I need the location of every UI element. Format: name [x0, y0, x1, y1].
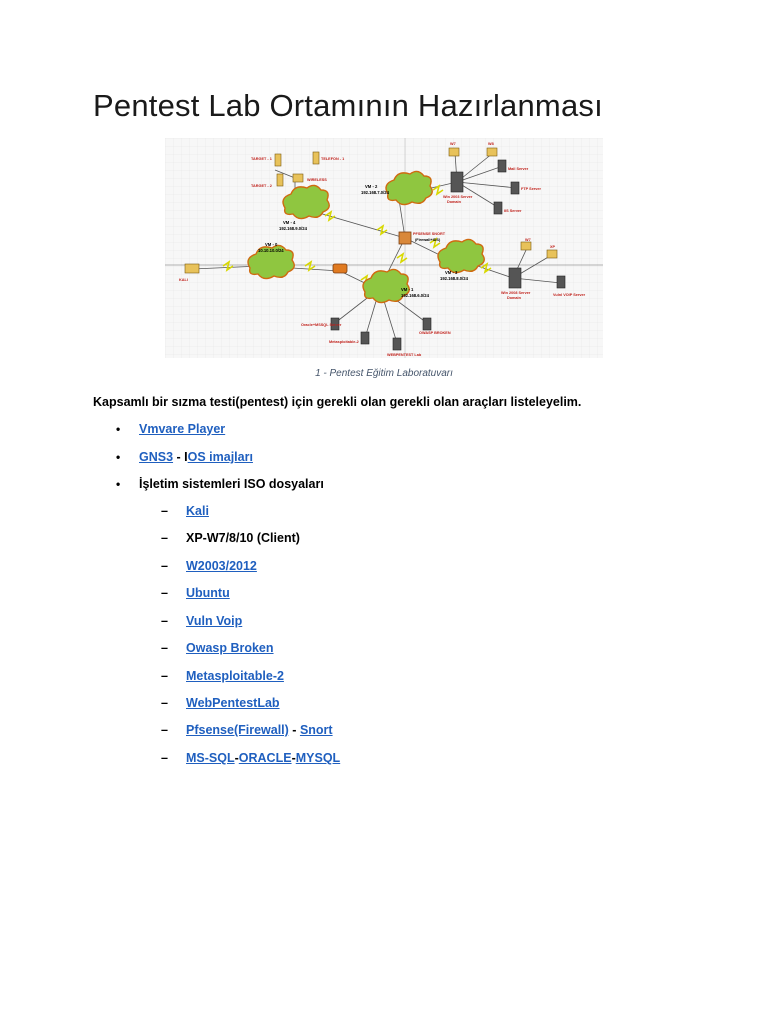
svg-text:Metasploitable-2: Metasploitable-2	[329, 340, 359, 344]
svg-text:192.168.9.0/24: 192.168.9.0/24	[279, 226, 307, 231]
svg-text:WEBPENTEST Lab: WEBPENTEST Lab	[387, 353, 422, 357]
svg-text:VM - 2: VM - 2	[365, 184, 378, 189]
dash-marker: –	[161, 669, 168, 683]
separator: -	[288, 723, 300, 737]
svg-text:10.10.10.0/24: 10.10.10.0/24	[258, 248, 284, 253]
link-vuln-voip[interactable]: Vuln Voip	[186, 614, 243, 628]
intro-paragraph: Kapsamlı bir sızma testi(pentest) için gerekli olan gerekli olan araçları listeleyelim.	[93, 395, 582, 409]
svg-text:TARGET - 1: TARGET - 1	[251, 157, 272, 161]
link-ubuntu[interactable]: Ubuntu	[186, 586, 230, 600]
network-diagram	[165, 138, 603, 358]
svg-text:Win 2008 Server: Win 2008 Server	[501, 291, 531, 295]
svg-text:Vulnl VOIP Server: Vulnl VOIP Server	[553, 293, 586, 297]
svg-text:192.168.7.0/24: 192.168.7.0/24	[361, 190, 389, 195]
svg-text:Win 2003 Server: Win 2003 Server	[443, 195, 473, 199]
dash-marker: –	[161, 751, 168, 765]
link-owasp-broken[interactable]: Owasp Broken	[186, 641, 274, 655]
svg-text:W7: W7	[450, 142, 456, 146]
separator: -	[291, 751, 296, 765]
dash-marker: –	[161, 723, 168, 737]
separator: -	[234, 751, 239, 765]
svg-text:IIS Server: IIS Server	[504, 209, 522, 213]
link-webpentestlab[interactable]: WebPentestLab	[186, 696, 280, 710]
svg-text:VM - 3: VM - 3	[445, 270, 458, 275]
link-snort[interactable]: Snort	[299, 723, 333, 737]
svg-text:WIRELESS: WIRELESS	[307, 178, 327, 182]
link-vmware-player[interactable]: Vmvare Player	[139, 422, 226, 436]
bullet-marker: •	[116, 422, 121, 436]
dash-marker: –	[161, 696, 168, 710]
svg-text:192.168.6.0/24: 192.168.6.0/24	[401, 293, 429, 298]
dash-marker: –	[161, 559, 168, 573]
link-w2003-2012[interactable]: W2003/2012	[186, 559, 257, 573]
svg-text:Domain: Domain	[507, 296, 521, 300]
svg-text:KALI: KALI	[179, 278, 188, 282]
svg-text:TARGET - 2: TARGET - 2	[251, 184, 272, 188]
dash-marker: –	[161, 531, 168, 545]
figure-caption: 1 - Pentest Eğitim Laboratuvarı	[315, 368, 453, 379]
svg-text:Oracle+MSSQL Server: Oracle+MSSQL Server	[301, 323, 342, 327]
link-gns3[interactable]: GNS3	[139, 450, 174, 464]
dash-marker: –	[161, 614, 168, 628]
link-ios-images[interactable]: OS imajları	[187, 450, 253, 464]
svg-text:W8: W8	[488, 142, 494, 146]
dash-marker: –	[161, 586, 168, 600]
link-mssql[interactable]: MS-SQL	[186, 751, 235, 765]
xp-client-label: XP-W7/8/10 (Client)	[186, 531, 300, 545]
dash-marker: –	[161, 641, 168, 655]
svg-text:TELEFON - 1: TELEFON - 1	[321, 157, 345, 161]
link-mysql[interactable]: MYSQL	[295, 751, 341, 765]
svg-text:VM - 1: VM - 1	[401, 287, 414, 292]
page-title: Pentest Lab Ortamının Hazırlanması	[93, 88, 603, 123]
svg-text:VM - 0: VM - 0	[265, 242, 278, 247]
svg-text:FTP Server: FTP Server	[521, 187, 541, 191]
svg-text:Domain: Domain	[447, 200, 461, 204]
link-kali[interactable]: Kali	[186, 504, 209, 518]
link-pfsense[interactable]: Pfsense(Firewall)	[186, 723, 289, 737]
svg-text:W7: W7	[525, 238, 531, 242]
os-iso-label: İşletim sistemleri ISO dosyaları	[139, 477, 324, 491]
svg-text:(Firewall+IDS): (Firewall+IDS)	[415, 238, 441, 242]
svg-text:OWASP BROKEN: OWASP BROKEN	[419, 331, 451, 335]
svg-text:PFSENSE SNORT: PFSENSE SNORT	[413, 232, 446, 236]
svg-text:192.168.8.0/24: 192.168.8.0/24	[440, 276, 468, 281]
bullet-marker: •	[116, 477, 121, 491]
dash-marker: –	[161, 504, 168, 518]
bullet-marker: •	[116, 450, 121, 464]
svg-text:XP: XP	[550, 245, 556, 249]
separator: - I	[173, 450, 188, 464]
link-metasploitable[interactable]: Metasploitable-2	[186, 669, 284, 683]
svg-text:Mail Server: Mail Server	[508, 167, 529, 171]
link-oracle[interactable]: ORACLE	[238, 751, 292, 765]
svg-text:VM - 4: VM - 4	[283, 220, 296, 225]
